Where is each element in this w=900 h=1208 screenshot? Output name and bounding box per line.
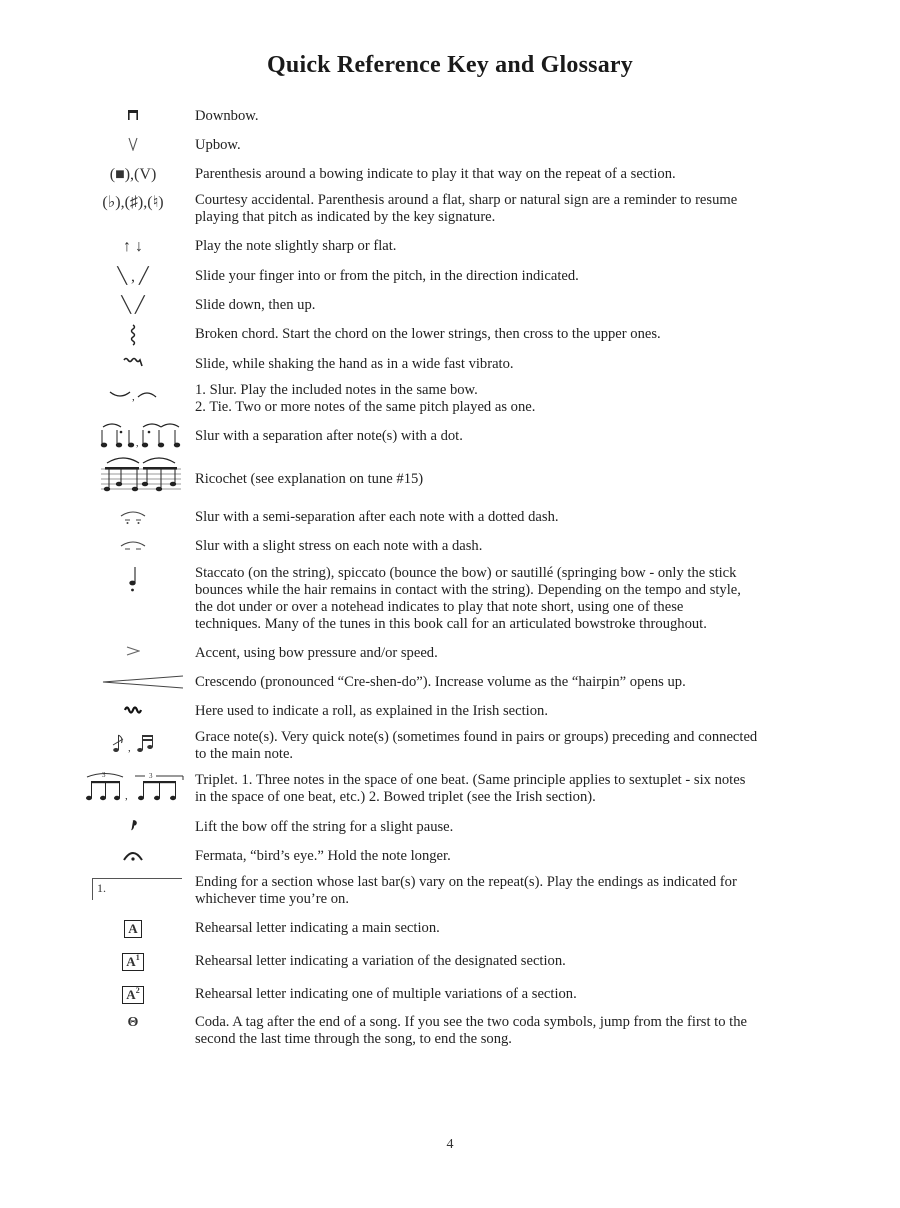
slur-tie-icon — [82, 388, 184, 405]
entry-description: Rehearsal letter indicating one of multiple variations of a section. — [195, 986, 577, 1002]
ricochet-staff-icon — [96, 455, 186, 497]
entry-description: Slide, while shaking the hand as in a wide fast vibrato. — [195, 356, 514, 372]
downbow-icon — [82, 108, 184, 125]
entry-description: Broken chord. Start the chord on the lower strings, then cross to the upper ones. — [195, 326, 661, 342]
entry-description: Rehearsal letter indicating a variation of the designated section. — [195, 953, 566, 969]
entry-description: Here used to indicate a roll, as explained in the Irish section. — [195, 703, 548, 719]
coda-icon: Θ — [127, 1015, 139, 1030]
entry-description: Upbow. — [195, 137, 241, 153]
ending-bracket-icon — [88, 874, 188, 900]
entry-description: Staccato (on the string), spiccato (bounce the bow) or sautillé (springing bow - only the stick bounces while the hair remains in contact with the string). Depending on the tempo and style, the dot under or over a notehead indicates to play that note short, using one of these techniques. Many of the tunes in this book call for an articulated bowstroke throughout. — [195, 565, 741, 632]
shake-slide-icon — [82, 356, 184, 373]
svg-text:3: 3 — [102, 771, 106, 779]
slide-down-up-icon: ╲ ╱ — [121, 297, 145, 314]
rehearsal-letter-variation-icon: $A^1$ — [82, 953, 184, 971]
accent-icon — [82, 645, 184, 662]
breath-mark-icon — [82, 819, 184, 836]
rehearsal-letter-icon: A — [82, 920, 184, 938]
entry-description: Ending for a section whose last bar(s) vary on the repeat(s). Play the endings as indicated for whichever time you’re on. — [195, 874, 737, 907]
entry-description: Slur with a slight stress on each note with a dash. — [195, 538, 483, 554]
entry-description: Fermata, “bird’s eye.” Hold the note longer. — [195, 848, 451, 864]
fermata-icon — [82, 848, 184, 865]
ending-number: 1. — [97, 881, 106, 895]
entry-description: Courtesy accidental. Parenthesis around a flat, sharp or natural sign are a reminder to resume playing that pitch as indicated by the key signature. — [195, 192, 738, 225]
slur-dash-icon — [82, 538, 184, 555]
entry-description: Slur with a separation after note(s) with a dot. — [195, 428, 463, 444]
slur-separation-notes-icon — [96, 420, 186, 450]
svg-text:,: , — [128, 742, 131, 754]
entry-description: Slur with a semi-separation after each note with a dotted dash. — [195, 509, 559, 525]
svg-text:3: 3 — [149, 772, 153, 780]
courtesy-accidental-icon: (♭),(♯),(♮) — [102, 194, 164, 211]
upbow-icon — [82, 137, 184, 154]
entry-description: Rehearsal letter indicating a main section. — [195, 920, 440, 936]
sharp-flat-arrows-icon: ↑ ↓ — [123, 238, 143, 255]
page-number: 4 — [446, 1137, 454, 1152]
entry-description: Slide your finger into or from the pitch, in the direction indicated. — [195, 268, 579, 284]
crescendo-hairpin-icon — [100, 674, 186, 691]
entry-description: Triplet. 1. Three notes in the space of one beat. (Same principle applies to sextuplet - six notes in the space of one beat, etc.) 2. Bowed triplet (see the Irish section). — [195, 772, 746, 805]
entry-description: 1. Slur. Play the included notes in the same bow. 2. Tie. Two or more notes of the same pitch played as one. — [195, 382, 536, 415]
svg-text:,: , — [132, 391, 135, 402]
roll-icon — [82, 703, 184, 720]
parenthesized-bowing-icon: (■),(V) — [109, 166, 157, 183]
arpeggio-icon — [82, 324, 184, 348]
entry-description: Lift the bow off the string for a slight pause. — [195, 819, 454, 835]
entry-description: Slide down, then up. — [195, 297, 316, 313]
entry-description: Downbow. — [195, 108, 259, 124]
entry-description: Play the note slightly sharp or flat. — [195, 238, 397, 254]
slide-icon: ╲ , ╱ — [117, 268, 149, 285]
entry-description: Coda. A tag after the end of a song. If you see the two coda symbols, jump from the first to the second the last time through the song, to end the song. — [195, 1014, 748, 1047]
staccato-note-icon — [82, 565, 184, 593]
slur-dotted-dash-icon — [82, 509, 184, 526]
entry-description: Grace note(s). Very quick note(s) (sometimes found in pairs or groups) preceding and connected to the main note. — [195, 729, 758, 762]
page-title: Quick Reference Key and Glossary — [267, 52, 633, 78]
svg-text:,: , — [136, 438, 139, 449]
rehearsal-letter-multiple-icon: $A^2$ — [82, 986, 184, 1004]
entry-description: Ricochet (see explanation on tune #15) — [195, 471, 424, 487]
entry-description: Accent, using bow pressure and/or speed. — [195, 645, 438, 661]
entry-description: Parenthesis around a bowing indicate to play it that way on the repeat of a section. — [195, 166, 676, 182]
grace-notes-icon — [82, 731, 184, 755]
entry-description: Crescendo (pronounced “Cre-shen-do”). Increase volume as the “hairpin” opens up. — [195, 674, 686, 690]
triplet-notes-icon — [82, 770, 188, 804]
svg-text:,: , — [125, 790, 128, 802]
